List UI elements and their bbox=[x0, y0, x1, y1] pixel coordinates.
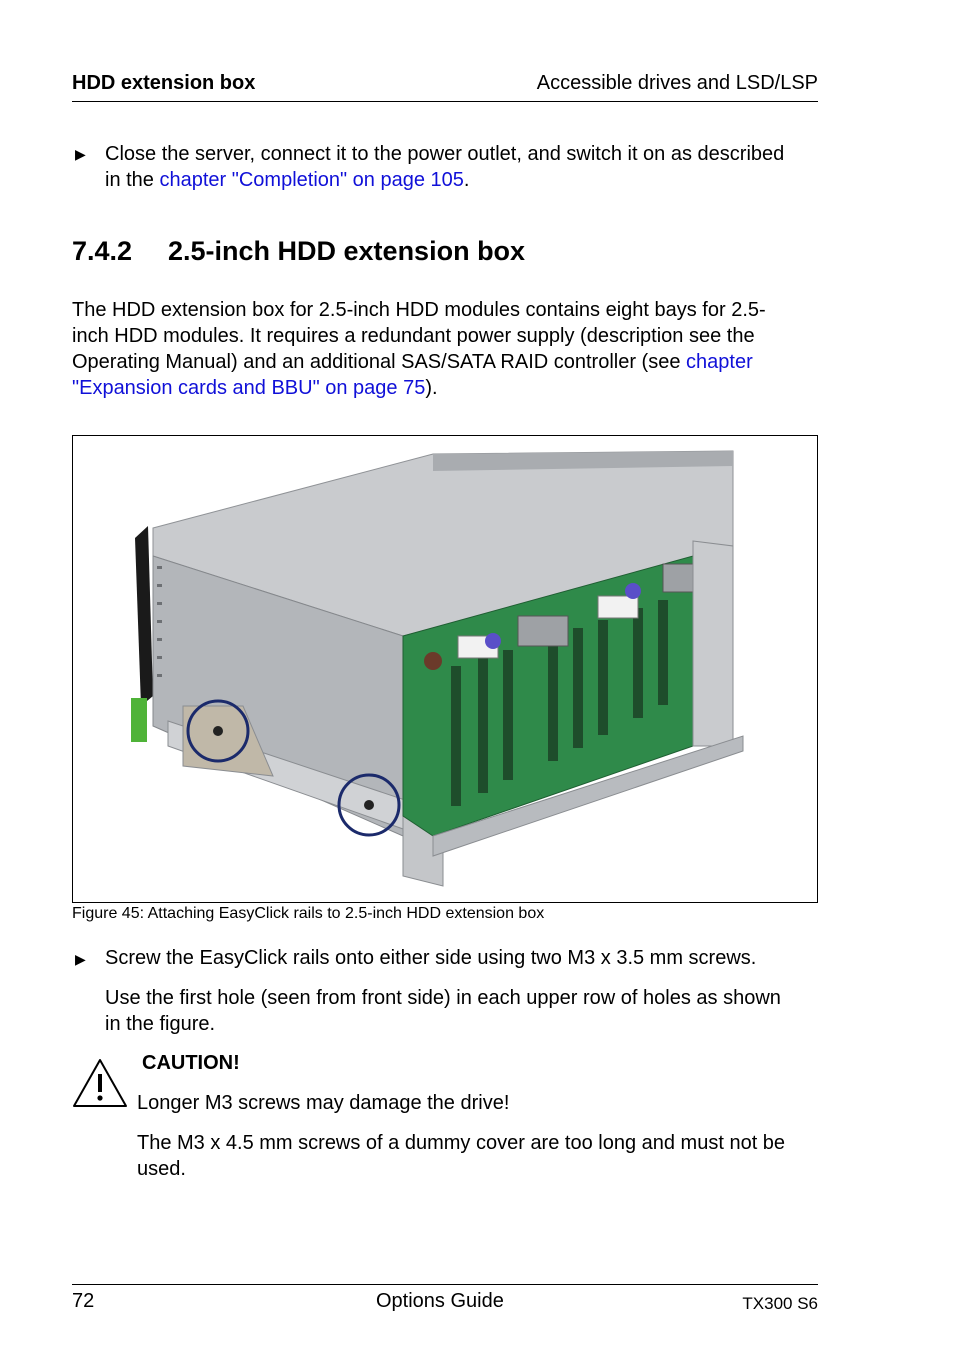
section-title: 2.5-inch HDD extension box bbox=[168, 236, 526, 266]
footer-rule bbox=[72, 1284, 818, 1285]
caution-text-line: The M3 x 4.5 mm screws of a dummy cover are too long and must not be bbox=[137, 1132, 786, 1154]
footer-doc-title: Options Guide bbox=[376, 1290, 504, 1312]
front-bezel bbox=[135, 526, 153, 706]
header-chapter-title: Accessible drives and LSD/LSP bbox=[536, 72, 818, 94]
sas-connector bbox=[518, 616, 568, 646]
hdd-extension-box-photo bbox=[73, 436, 817, 902]
link-expansion-cards-page[interactable]: "Expansion cards and BBU" on page 75 bbox=[72, 377, 426, 399]
caution-warning-icon bbox=[72, 1058, 128, 1108]
intro-paragraph bbox=[72, 297, 832, 401]
footer-model: TX300 S6 bbox=[742, 1294, 818, 1313]
bullet-arrow-icon: ▶ bbox=[75, 146, 86, 162]
screw bbox=[364, 800, 374, 810]
screw bbox=[213, 726, 223, 736]
link-completion-chapter[interactable]: chapter "Completion" on page 105 bbox=[159, 169, 464, 191]
right-bracket bbox=[693, 541, 733, 746]
caution-line2 bbox=[137, 1130, 827, 1182]
section-heading bbox=[72, 236, 525, 267]
step-screw-rails-note bbox=[105, 985, 825, 1037]
intro-line: "Expansion cards and BBU" on page 75). bbox=[72, 377, 438, 399]
step-close-server bbox=[105, 141, 825, 193]
intro-line: Operating Manual) and an additional SAS/SATA RAID controller (see chapter bbox=[72, 351, 753, 373]
intro-line: inch HDD modules. It requires a redundant power supply (description see the bbox=[72, 325, 755, 347]
intro-line: The HDD extension box for 2.5-inch HDD modules contains eight bays for 2.5- bbox=[72, 299, 766, 321]
header-section-title: HDD extension box bbox=[72, 72, 256, 94]
note-line: in the figure. bbox=[105, 1013, 216, 1035]
capacitor bbox=[424, 652, 442, 670]
bullet-arrow-icon: ▶ bbox=[75, 951, 86, 967]
header-rule bbox=[72, 101, 818, 102]
capacitor bbox=[625, 583, 641, 599]
step-close-server-line1: Close the server, connect it to the power outlet, and switch it on as described bbox=[105, 143, 785, 165]
footer-page-number: 72 bbox=[72, 1290, 95, 1312]
caution-text-line: used. bbox=[137, 1158, 186, 1180]
capacitor bbox=[485, 633, 501, 649]
green-release-clip bbox=[131, 698, 147, 742]
caution-line1: Longer M3 screws may damage the drive! bbox=[137, 1092, 510, 1114]
caution-label: CAUTION! bbox=[142, 1052, 240, 1074]
power-connector bbox=[598, 596, 638, 618]
figure-frame bbox=[72, 435, 818, 903]
section-number: 7.4.2 bbox=[72, 236, 133, 266]
figure-caption: Figure 45: Attaching EasyClick rails to 2.5-inch HDD extension box bbox=[72, 905, 545, 922]
note-line: Use the first hole (seen from front side) in each upper row of holes as shown bbox=[105, 987, 781, 1009]
link-expansion-cards-chapter[interactable]: chapter bbox=[686, 351, 753, 373]
step-screw-rails: Screw the EasyClick rails onto either side using two M3 x 3.5 mm screws. bbox=[105, 947, 757, 969]
step-close-server-line2: in the chapter "Completion" on page 105. bbox=[105, 169, 470, 191]
